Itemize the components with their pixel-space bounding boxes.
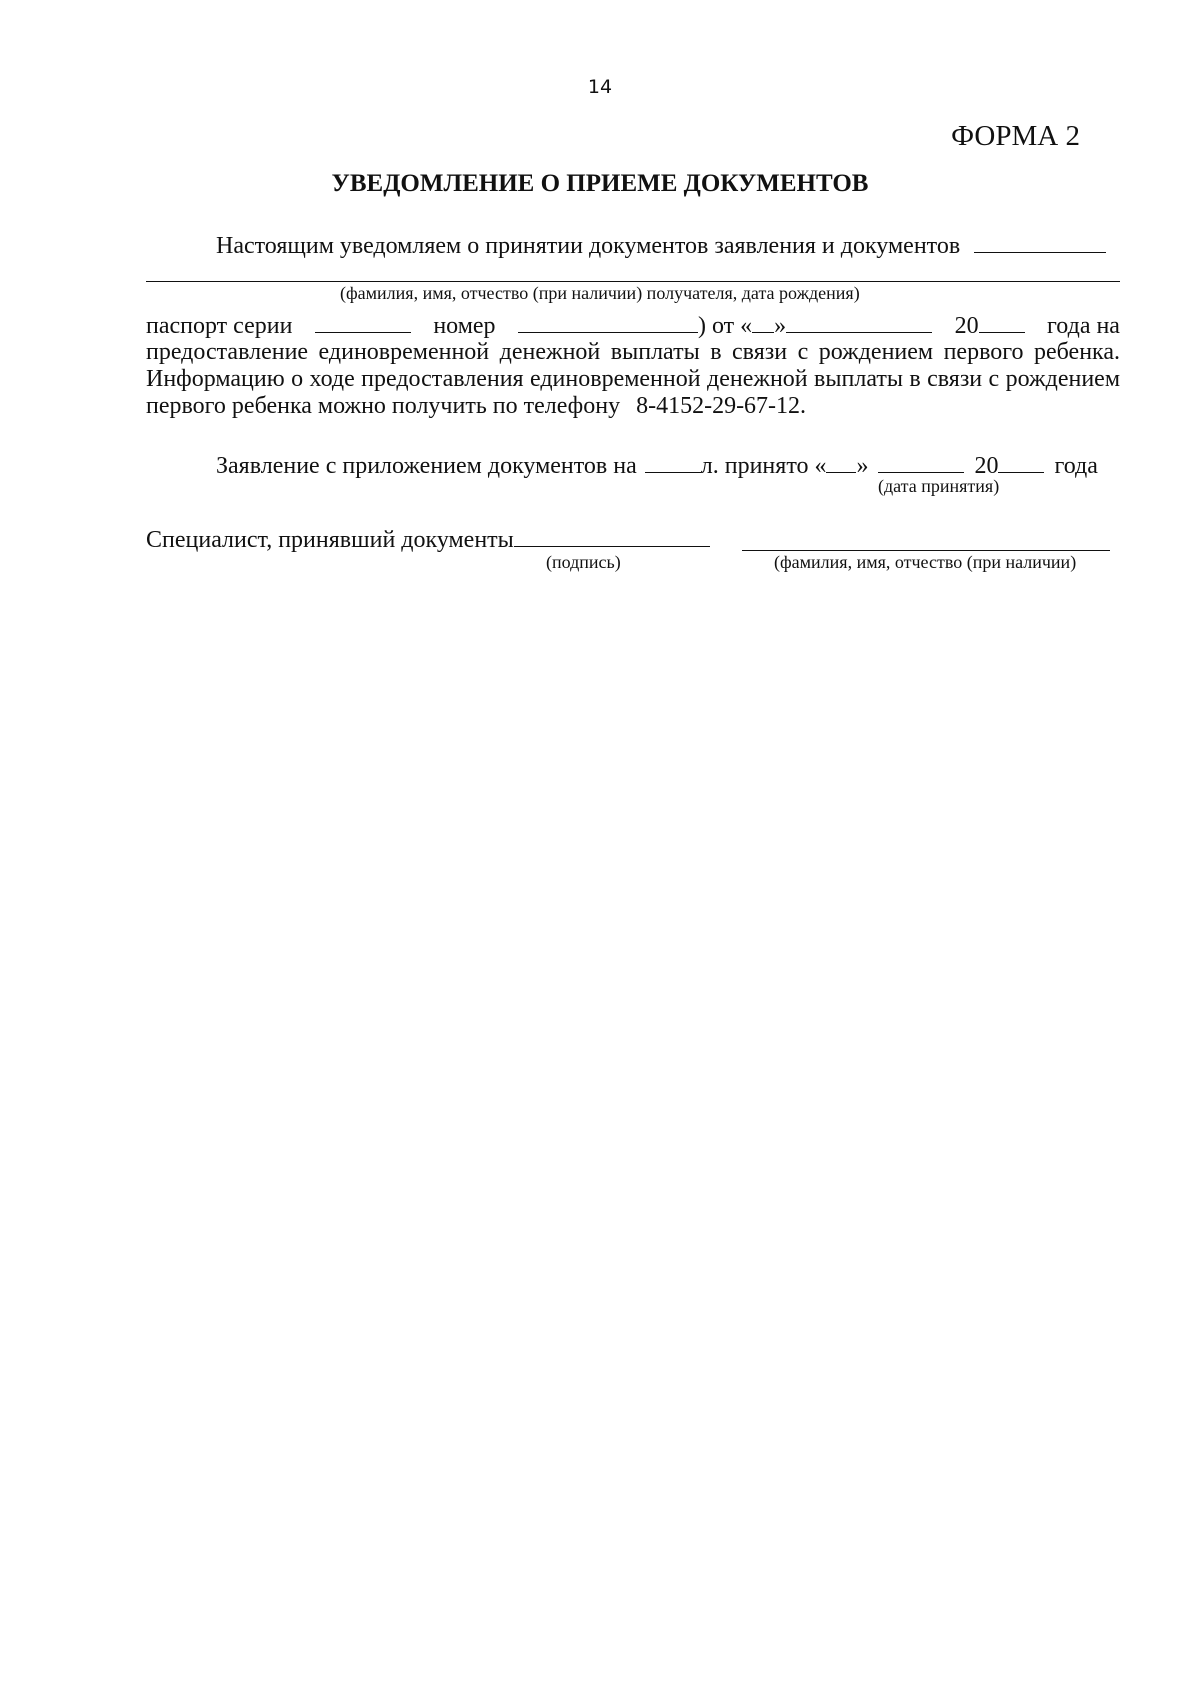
recipient-blank-line[interactable]: [146, 281, 1120, 282]
specialist-name-blank[interactable]: [742, 522, 1110, 551]
passport-year-blank[interactable]: [979, 308, 1025, 333]
accepted-year-blank[interactable]: [998, 448, 1044, 473]
passport-quote-close: »: [774, 313, 787, 339]
passport-number-blank[interactable]: [518, 308, 698, 333]
phone-info-text: первого ребенка можно получить по телефону: [146, 393, 621, 419]
intro-text: Настоящим уведомляем о принятии документов заявления и документов: [216, 233, 961, 259]
specialist-label: Специалист, принявший документы: [146, 527, 514, 553]
application-prefix: Заявление с приложением документов на: [216, 453, 637, 479]
body-line-3: Информацию о ходе предоставления единовременной денежной выплаты в связи с рождением: [146, 366, 1120, 392]
passport-line: [146, 308, 1120, 340]
application-year-suffix: года: [1054, 453, 1098, 479]
sheets-suffix: л. принято «: [700, 453, 827, 479]
application-year-prefix: 20: [974, 453, 999, 479]
passport-year-prefix: 20: [954, 313, 979, 339]
document-title: УВЕДОМЛЕНИЕ О ПРИЕМЕ ДОКУМЕНТОВ: [331, 170, 869, 197]
passport-year-suffix: года на: [1047, 313, 1120, 339]
phone-number: 8-4152-29-67-12.: [636, 393, 807, 419]
sheets-blank[interactable]: [645, 448, 701, 473]
date-accepted-caption: (дата принятия): [878, 476, 1000, 496]
passport-from-label: ) от «: [698, 313, 753, 339]
accepted-day-blank[interactable]: [826, 448, 856, 473]
application-quote-close: »: [856, 453, 869, 479]
passport-number-label: номер: [433, 313, 496, 339]
body-line-2: предоставление единовременной денежной выплаты в связи с рождением первого ребенка.: [146, 339, 1120, 365]
specialist-line: [146, 522, 710, 554]
recipient-caption: (фамилия, имя, отчество (при наличии) получателя, дата рождения): [340, 283, 860, 303]
passport-month-blank[interactable]: [786, 308, 932, 333]
page-number: 14: [587, 76, 613, 98]
accepted-month-blank[interactable]: [878, 448, 964, 473]
intro-line: [216, 228, 1106, 260]
specialist-name-caption: (фамилия, имя, отчество (при наличии): [774, 552, 1077, 572]
passport-series-blank[interactable]: [315, 308, 411, 333]
recipient-blank-short[interactable]: [974, 228, 1106, 253]
body-line-4: [146, 393, 1120, 420]
passport-series-label: паспорт серии: [146, 313, 293, 339]
signature-blank[interactable]: [514, 522, 710, 547]
signature-caption: (подпись): [546, 552, 621, 572]
form-label: ФОРМА 2: [951, 120, 1080, 152]
passport-day-blank[interactable]: [752, 308, 774, 333]
